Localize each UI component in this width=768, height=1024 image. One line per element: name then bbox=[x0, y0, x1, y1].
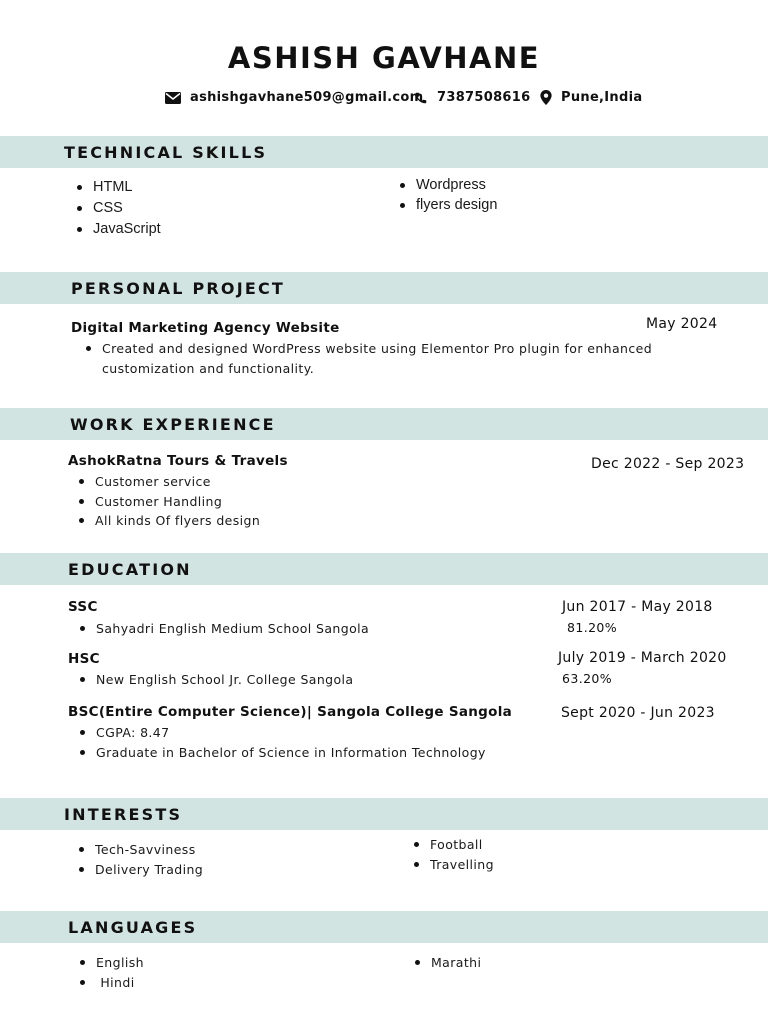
list-item: CSS bbox=[75, 198, 161, 219]
list-item: CGPA: 8.47 bbox=[78, 723, 486, 743]
project-title: Digital Marketing Agency Website bbox=[71, 320, 340, 336]
skills-list-left bbox=[75, 177, 161, 240]
list-item: All kinds Of flyers design bbox=[77, 511, 260, 531]
ssc-date: Jun 2017 - May 2018 bbox=[562, 599, 713, 615]
work-bullets bbox=[77, 472, 260, 531]
list-item: Football bbox=[412, 835, 494, 855]
list-item: Customer Handling bbox=[77, 492, 260, 512]
list-item: Hindi bbox=[78, 973, 144, 993]
skills-section-header bbox=[0, 136, 768, 168]
interests-section-header bbox=[0, 798, 768, 830]
interests-list-right bbox=[412, 835, 494, 874]
list-item: flyers design bbox=[398, 195, 497, 215]
company-name: AshokRatna Tours & Travels bbox=[68, 453, 288, 469]
location-text: Pune,India bbox=[561, 90, 643, 105]
envelope-icon bbox=[165, 92, 181, 104]
list-item: Marathi bbox=[413, 953, 481, 973]
bsc-date: Sept 2020 - Jun 2023 bbox=[561, 705, 715, 721]
contact-location bbox=[540, 90, 642, 105]
list-item: Delivery Trading bbox=[77, 860, 203, 880]
phone-text: 7387508616 bbox=[437, 90, 531, 105]
section-title: LANGUAGES bbox=[68, 918, 198, 937]
list-item: New English School Jr. College Sangola bbox=[78, 670, 354, 690]
list-item: HTML bbox=[75, 177, 161, 198]
languages-section-header bbox=[0, 911, 768, 943]
list-item: Travelling bbox=[412, 855, 494, 875]
bsc-bullets bbox=[78, 723, 486, 762]
section-title: TECHNICAL SKILLS bbox=[64, 143, 268, 162]
education-section-header bbox=[0, 553, 768, 585]
location-pin-icon bbox=[540, 90, 552, 105]
languages-list-right bbox=[413, 953, 481, 973]
project-section-header bbox=[0, 272, 768, 304]
section-title: EDUCATION bbox=[68, 560, 192, 579]
list-item: Graduate in Bachelor of Science in Information Technology bbox=[78, 743, 486, 763]
skills-list-right bbox=[398, 175, 497, 215]
interests-list-left bbox=[77, 840, 203, 879]
hsc-date: July 2019 - March 2020 bbox=[558, 650, 727, 666]
list-item: Tech-Savviness bbox=[77, 840, 203, 860]
bsc-title: BSC(Entire Computer Science)| Sangola College Sangola bbox=[68, 704, 513, 720]
list-item: Wordpress bbox=[398, 175, 497, 195]
list-item: JavaScript bbox=[75, 219, 161, 240]
work-section-header bbox=[0, 408, 768, 440]
contact-email[interactable] bbox=[165, 90, 423, 105]
list-item: Customer service bbox=[77, 472, 260, 492]
bullet-line: customization and functionality. bbox=[102, 360, 315, 376]
project-date: May 2024 bbox=[646, 316, 718, 332]
section-title: WORK EXPERIENCE bbox=[70, 415, 276, 434]
hsc-score: 63.20% bbox=[562, 671, 613, 686]
list-item: English bbox=[78, 953, 144, 973]
phone-icon bbox=[414, 91, 428, 105]
section-title: INTERESTS bbox=[64, 805, 183, 824]
email-text: ashishgavhane509@gmail.com bbox=[190, 90, 424, 105]
ssc-title: SSC bbox=[68, 599, 98, 615]
bullet-line: Created and designed WordPress website using Elementor Pro plugin for enhanced bbox=[102, 341, 653, 356]
work-date: Dec 2022 - Sep 2023 bbox=[591, 456, 745, 472]
ssc-score: 81.20% bbox=[567, 620, 618, 635]
list-item bbox=[84, 339, 652, 378]
candidate-name: ASHISH GAVHANE bbox=[227, 41, 541, 75]
hsc-bullets bbox=[78, 670, 354, 690]
list-item: Sahyadri English Medium School Sangola bbox=[78, 619, 369, 639]
hsc-title: HSC bbox=[68, 651, 100, 667]
project-bullets bbox=[84, 339, 652, 378]
contact-phone[interactable] bbox=[414, 90, 530, 105]
languages-list-left bbox=[78, 953, 144, 992]
ssc-bullets bbox=[78, 619, 369, 639]
section-title: PERSONAL PROJECT bbox=[71, 279, 286, 298]
